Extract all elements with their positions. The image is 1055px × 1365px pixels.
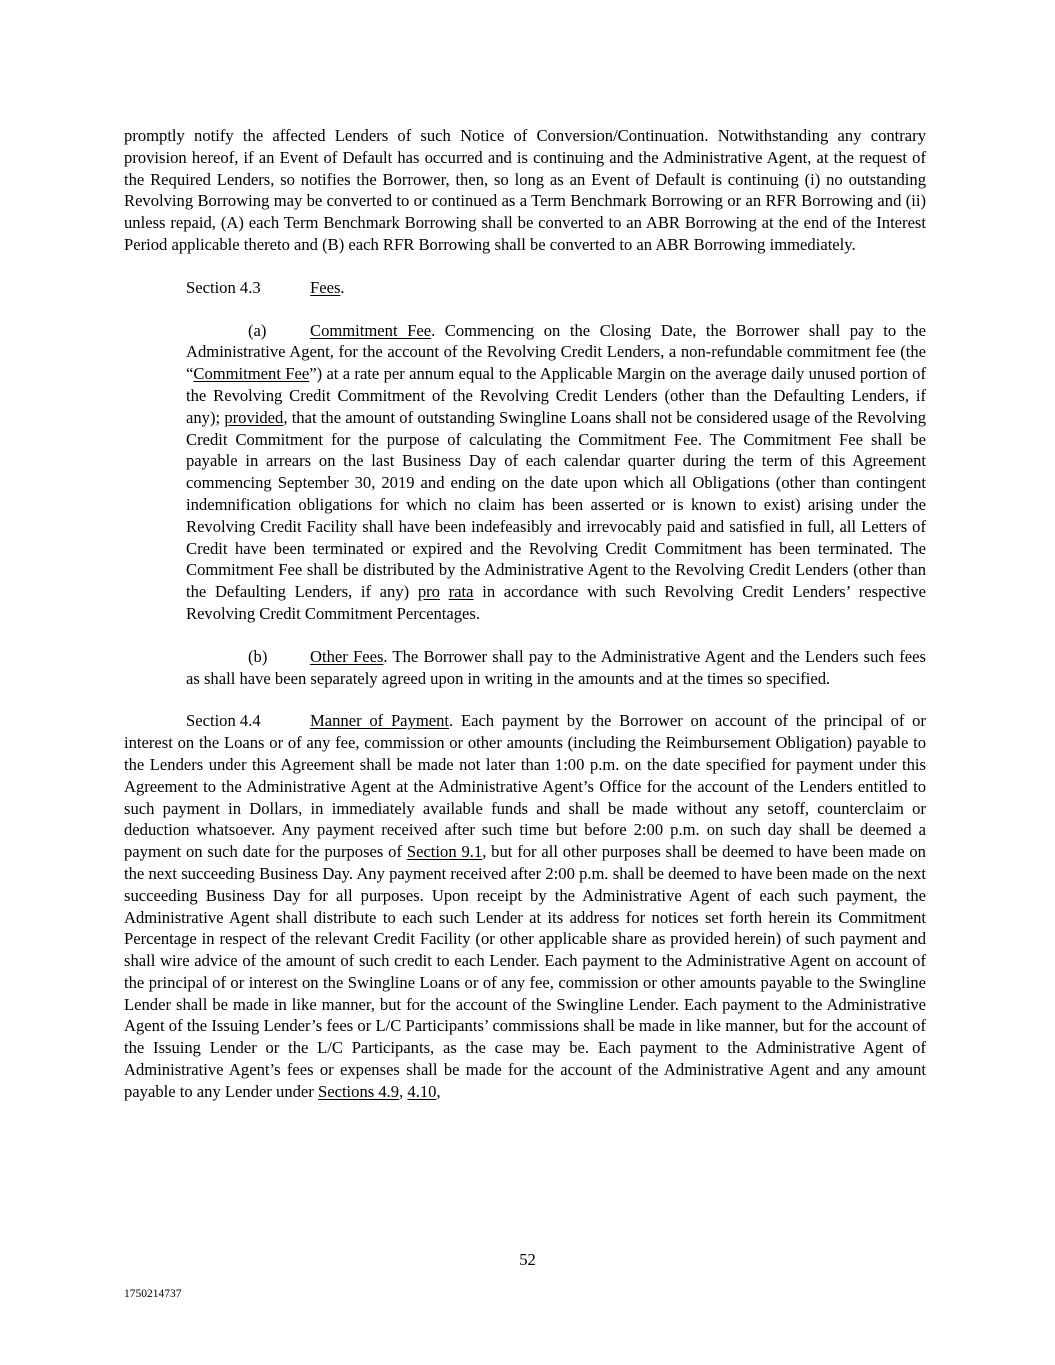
section-number: Section 4.4 — [186, 711, 261, 731]
subsection-a: (a) Commitment Fee. Commencing on the Closing Date, the Borrower shall pay to the Administrative Agent, for the account of the Revolving Credit Lenders, a non-refundable commitment fee (the “Commitment Fee”) at a rate per annum equal to the Applicable Margin on the average daily unused portion of the Revolving Credit Commitment of the Revolving Credit Lenders (other than the Defaulting Lenders, if any); provided, that the amount of outstanding Swingline Loans shall not be considered usage of the Revolving Credit Commitment for the purpose of calculating the Commitment Fee. The Commitment Fee shall be payable in arrears on the last Business Day of each calendar quarter during the term of this Agreement commencing September 30, 2019 and ending on the date upon which all Obligations (other than contingent indemnification obligations for which no claim has been asserted or is known to exist) arising under the Revolving Credit Facility shall have been indefeasibly and irrevocably paid and satisfied in full, all Letters of Credit have been terminated or expired and the Revolving Credit Commitment has been terminated. The Commitment Fee shall be distributed by the Administrative Agent to the Revolving Credit Lenders (other than the Defaulting Lenders, if any) pro rata in accordance with such Revolving Credit Lenders’ respective Revolving Credit Commitment Percentages. — [186, 320, 926, 623]
cross-reference-4-10: 4.10 — [407, 1081, 437, 1101]
subsection-title: Other Fees — [310, 646, 384, 666]
subsection-title: Commitment Fee — [310, 320, 432, 340]
subsection-label: (a) — [248, 320, 267, 340]
document-id: 1750214737 — [124, 1288, 182, 1300]
defined-term: Commitment Fee — [193, 364, 310, 384]
cross-reference-4-9: Sections 4.9 — [317, 1081, 400, 1101]
rata-term: rata — [448, 582, 474, 602]
intro-paragraph: promptly notify the affected Lenders of such Notice of Conversion/Continuation. Notwithstanding any contrary provision hereof, if an Event of Default has occurred and is continuing and the Administrative Agent, at the request of the Required Lenders, so notifies the Borrower, then, so long as an Event of Default is continuing (i) no outstanding Revolving Borrowing may be converted to or continued as a Term Benchmark Borrowing or an RFR Borrowing and (ii) unless repaid, (A) each Term Benchmark Borrowing shall be converted to an ABR Borrowing at the end of the Interest Period applicable thereto and (B) each RFR Borrowing shall be converted to an ABR Borrowing immediately. — [124, 126, 926, 254]
page-number: 52 — [519, 1250, 536, 1269]
subsection-b: (b) Other Fees. The Borrower shall pay to the Administrative Agent and the Lenders such fees as shall have been separately agreed upon in writing in the amounts and at the times so specified. — [186, 646, 926, 688]
pro-term: pro — [417, 582, 440, 602]
section-title: Fees — [310, 277, 341, 297]
section-title: Manner of Payment — [310, 711, 450, 731]
provided-term: provided — [224, 407, 284, 427]
section-number: Section 4.3 — [186, 277, 261, 297]
subsection-label: (b) — [248, 646, 268, 666]
document-body — [124, 125, 926, 1119]
cross-reference-9-1: Section 9.1 — [406, 842, 483, 862]
section-4-4: Section 4.4 Manner of Payment. Each payment by the Borrower on account of the principal of or interest on the Loans or of any fee, commission or other amounts (including the Reimbursement Obligation) payable to the Lenders under this Agreement shall be made not later than 1:00 p.m. on the date specified for payment under this Agreement to the Administrative Agent at the Administrative Agent’s Office for the account of the Lenders entitled to such payment in Dollars, in immediately available funds and shall be made without any setoff, counterclaim or deduction whatsoever. Any payment received after such time but before 2:00 p.m. on such day shall be deemed a payment on such date for the purposes of Section 9.1, but for all other purposes shall be deemed to have been made on the next succeeding Business Day. Any payment received after 2:00 p.m. shall be deemed to have been made on the next succeeding Business Day for all purposes. Upon receipt by the Administrative Agent of each such payment, the Administrative Agent shall distribute to each such Lender at its address for notices set forth herein its Commitment Percentage in respect of the relevant Credit Facility (or other applicable share as provided herein) of such payment and shall wire advice of the amount of such credit to each Lender. Each payment to the Administrative Agent on account of the principal of or interest on the Swingline Loans or of any fee, commission or other amounts payable to the Swingline Lender shall be made in like manner, but for the account of the Swingline Lender. Each payment to the Administrative Agent of the Issuing Lender’s fees or L/C Participants’ commissions shall be made in like manner, but for the account of the Issuing Lender or the L/C Participants, as the case may be. Each payment to the Administrative Agent of Administrative Agent’s fees or expenses shall be made for the account of the Administrative Agent and any amount payable to any Lender under Sections 4.9, 4.10, — [124, 711, 927, 1101]
section-4-3-heading: Section 4.3 Fees. — [186, 277, 345, 297]
